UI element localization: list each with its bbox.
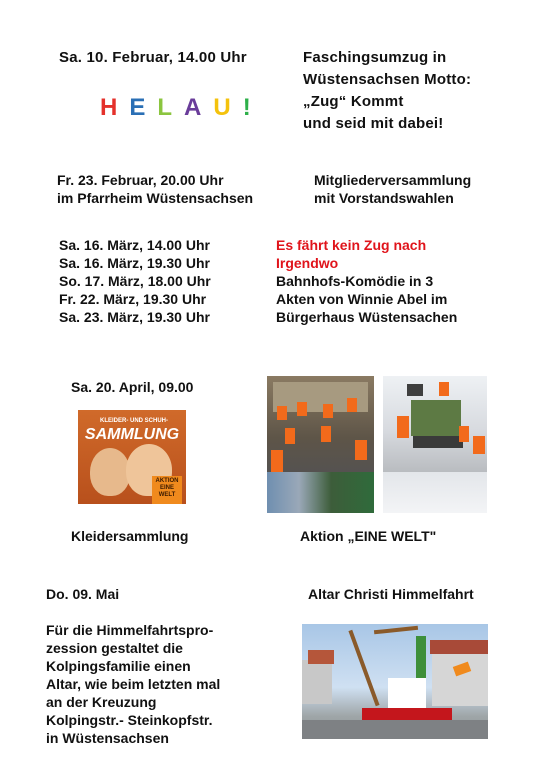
event3-text: Bahnhofs-Komödie in 3 Akten von Winnie Abel im Bürgerhaus Wüstensachen <box>276 273 458 325</box>
helau-letter: H <box>100 94 130 121</box>
event4-date: Sa. 20. April, 09.00 <box>71 379 194 395</box>
event1-text: Faschingsumzug in Wüstensachsen Motto: „Zug“ Kommt und seid mit dabei! <box>303 49 472 132</box>
photo-loading-trailer <box>383 376 487 513</box>
helau-letter: L <box>157 94 185 121</box>
logo-top-text: KLEIDER- UND SCHUH- <box>100 418 168 424</box>
event3-title: Es fährt kein Zug nach Irgendwo <box>276 237 427 271</box>
helau-letter: E <box>129 94 158 121</box>
helau-letter: U <box>213 94 243 121</box>
logo-badge: AKTION EINE WELT <box>152 476 182 504</box>
helau-letter: A <box>184 94 214 121</box>
logo-main-text: SAMMLUNG <box>84 426 180 443</box>
event5-date: Do. 09. Mai <box>46 586 120 602</box>
photo-volunteers-truck <box>267 376 374 513</box>
event3-dates: Sa. 16. März, 14.00 Uhr Sa. 16. März, 19.30 Uhr So. 17. März, 18.00 Uhr Fr. 22. März, 19.30 Uhr Sa. 23. März, 19.30 Uhr <box>59 237 211 325</box>
helau-letter: ! <box>242 94 263 121</box>
photo-altar <box>302 624 488 739</box>
clothes-collection-logo <box>78 410 186 504</box>
helau-wordmark <box>100 94 263 122</box>
event5-title: Altar Christi Himmelfahrt <box>308 586 474 602</box>
event1-date: Sa. 10. Februar, 14.00 Uhr <box>59 49 247 66</box>
event2-text: Mitgliederversammlung mit Vorstandswahlen <box>314 172 472 206</box>
event2-date: Fr. 23. Februar, 20.00 Uhr im Pfarrheim Wüstensachsen <box>57 172 254 206</box>
event4-caption-left: Kleidersammlung <box>71 528 189 544</box>
event5-text: Für die Himmelfahrtspro- zession gestaltet die Kolpingsfamilie einen Altar, wie beim letzten mal an der Kreuzung Kolpingstr.- Steinkopfstr. in Wüstensachsen <box>46 622 221 746</box>
event4-caption-right: Aktion „EINE WELT" <box>300 528 437 544</box>
child-face-left <box>90 448 130 496</box>
